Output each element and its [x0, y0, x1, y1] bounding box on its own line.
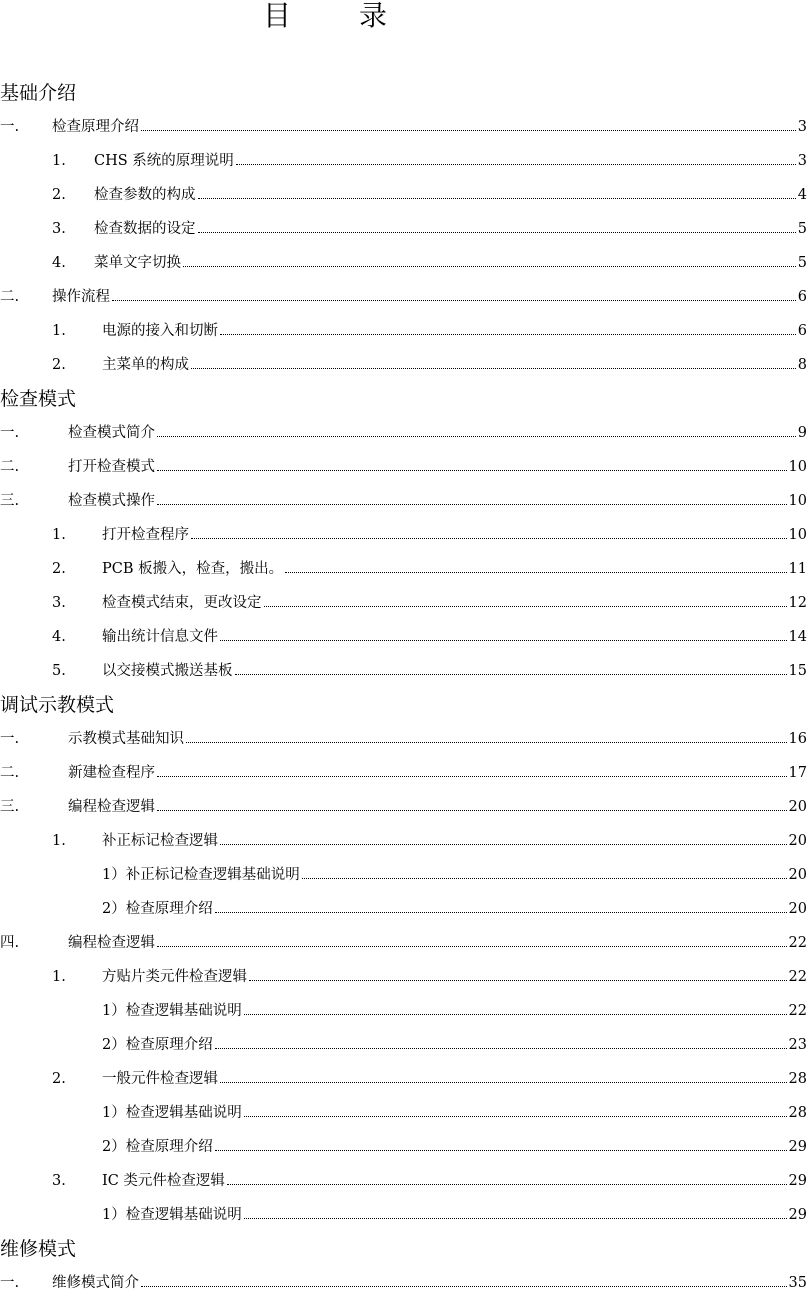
- toc-entry-page-number: 17: [788, 765, 807, 781]
- toc-entry-page-number: 22: [788, 1003, 807, 1019]
- toc-entry-title: 2）检查原理介绍: [102, 1037, 213, 1053]
- toc-dot-leader: [249, 980, 787, 981]
- toc-entry-title: 检查参数的构成: [94, 187, 196, 203]
- toc-entry[interactable]: [0, 350, 807, 384]
- toc-entry-page-number: 29: [788, 1139, 807, 1155]
- toc-entry-number: 三.: [0, 493, 20, 509]
- toc-dot-leader: [220, 844, 787, 845]
- toc-entry[interactable]: [0, 520, 807, 554]
- toc-dot-leader: [220, 640, 787, 641]
- toc-entry-title: 操作流程: [52, 289, 110, 305]
- toc-entry-page-number: 28: [788, 1105, 807, 1121]
- toc-entry-page-number: 3: [797, 153, 807, 169]
- toc-dot-leader: [186, 742, 787, 743]
- toc-entry-title: 示教模式基础知识: [68, 731, 184, 747]
- toc-section-heading: 调试示教模式: [0, 694, 115, 716]
- toc-entry-page-number: 22: [788, 935, 807, 951]
- toc-entry-title: 2）检查原理介绍: [102, 901, 213, 917]
- toc-entry-page-number: 8: [797, 357, 807, 373]
- toc-entry-title: PCB 板搬入，检查，搬出。: [102, 561, 284, 577]
- toc-entry-title: 1）检查逻辑基础说明: [102, 1207, 242, 1223]
- toc-dot-leader: [220, 1082, 787, 1083]
- toc-entry[interactable]: [0, 758, 807, 792]
- toc-entry-number: 5.: [52, 663, 66, 679]
- toc-entry-number: 4.: [52, 255, 66, 271]
- toc-entry-page-number: 35: [788, 1275, 807, 1291]
- toc-entry-title: 以交接模式搬送基板: [102, 663, 233, 679]
- toc-entry-page-number: 23: [788, 1037, 807, 1053]
- toc-dot-leader: [244, 1218, 787, 1219]
- toc-dot-leader: [198, 232, 796, 233]
- toc-entry[interactable]: [0, 1098, 807, 1132]
- toc-entry[interactable]: [0, 792, 807, 826]
- toc-entry-title: 电源的接入和切断: [102, 323, 218, 339]
- toc-entry-page-number: 29: [788, 1207, 807, 1223]
- toc-entry[interactable]: [0, 1030, 807, 1064]
- toc-dot-leader: [191, 368, 796, 369]
- toc-dot-leader: [198, 198, 796, 199]
- toc-entry-number: 3.: [52, 1173, 66, 1189]
- toc-entry-number: 二.: [0, 459, 20, 475]
- toc-dot-leader: [285, 572, 786, 573]
- toc-dot-leader: [236, 164, 796, 165]
- toc-entry[interactable]: [0, 588, 807, 622]
- toc-entry-page-number: 9: [797, 425, 807, 441]
- toc-entry[interactable]: [0, 1268, 807, 1302]
- toc-dot-leader: [302, 878, 787, 879]
- toc-dot-leader: [220, 334, 796, 335]
- toc-entry-number: 2.: [52, 357, 66, 373]
- toc-dot-leader: [157, 470, 787, 471]
- toc-entry[interactable]: [0, 860, 807, 894]
- toc-entry-page-number: 10: [788, 527, 807, 543]
- toc-entry-page-number: 20: [788, 867, 807, 883]
- toc-entry[interactable]: [0, 1064, 807, 1098]
- toc-entry-page-number: 22: [788, 969, 807, 985]
- toc-entry-title: 编程检查逻辑: [68, 799, 155, 815]
- page-title: 目 录: [262, 0, 407, 32]
- toc-entry[interactable]: [0, 1200, 807, 1234]
- toc-entry[interactable]: [0, 928, 807, 962]
- toc-entry-title: CHS 系统的原理说明: [94, 153, 234, 169]
- toc-dot-leader: [215, 1150, 787, 1151]
- toc-entry-page-number: 14: [788, 629, 807, 645]
- toc-entry-number: 2.: [52, 187, 66, 203]
- toc-entry-title: 检查模式简介: [68, 425, 155, 441]
- toc-entry-number: 一.: [0, 1275, 20, 1291]
- toc-entry[interactable]: [0, 622, 807, 656]
- toc-section-heading: 维修模式: [0, 1238, 77, 1260]
- toc-entry-number: 1.: [52, 153, 66, 169]
- toc-entry-page-number: 15: [788, 663, 807, 679]
- toc-entry-page-number: 4: [797, 187, 807, 203]
- toc-entry-title: 检查原理介绍: [52, 119, 139, 135]
- toc-entry-page-number: 5: [797, 221, 807, 237]
- toc-entry-number: 4.: [52, 629, 66, 645]
- toc-entry-page-number: 20: [788, 833, 807, 849]
- toc-entry-page-number: 5: [797, 255, 807, 271]
- toc-entry-title: 主菜单的构成: [102, 357, 189, 373]
- table-of-contents: [0, 78, 807, 1302]
- toc-dot-leader: [141, 1286, 787, 1287]
- toc-entry-title: 检查数据的设定: [94, 221, 196, 237]
- toc-entry-title: 维修模式简介: [52, 1275, 139, 1291]
- toc-entry-page-number: 11: [788, 561, 807, 577]
- toc-entry-title: 编程检查逻辑: [68, 935, 155, 951]
- toc-entry-title: 新建检查程序: [68, 765, 155, 781]
- toc-dot-leader: [157, 504, 787, 505]
- toc-entry-number: 二.: [0, 765, 20, 781]
- toc-entry[interactable]: [0, 452, 807, 486]
- toc-entry-page-number: 12: [788, 595, 807, 611]
- toc-dot-leader: [157, 810, 787, 811]
- toc-dot-leader: [183, 266, 796, 267]
- toc-entry-title: 一般元件检查逻辑: [102, 1071, 218, 1087]
- toc-dot-leader: [157, 776, 787, 777]
- toc-entry[interactable]: [0, 996, 807, 1030]
- toc-entry[interactable]: [0, 180, 807, 214]
- toc-entry-number: 2.: [52, 1071, 66, 1087]
- toc-entry-page-number: 10: [788, 493, 807, 509]
- toc-entry[interactable]: [0, 112, 807, 146]
- toc-entry-page-number: 16: [788, 731, 807, 747]
- toc-entry-title: 1）补正标记检查逻辑基础说明: [102, 867, 300, 883]
- toc-entry[interactable]: [0, 146, 807, 180]
- toc-entry-page-number: 6: [797, 289, 807, 305]
- toc-entry-page-number: 20: [788, 901, 807, 917]
- toc-dot-leader: [157, 946, 787, 947]
- toc-entry-title: 方贴片类元件检查逻辑: [102, 969, 247, 985]
- toc-entry-title: 输出统计信息文件: [102, 629, 218, 645]
- toc-entry[interactable]: [0, 656, 807, 690]
- toc-entry-title: 1）检查逻辑基础说明: [102, 1003, 242, 1019]
- toc-entry-number: 一.: [0, 731, 20, 747]
- toc-dot-leader: [235, 674, 787, 675]
- toc-entry[interactable]: [0, 826, 807, 860]
- toc-entry-number: 三.: [0, 799, 20, 815]
- toc-entry-page-number: 6: [797, 323, 807, 339]
- toc-dot-leader: [264, 606, 787, 607]
- toc-entry-title: 菜单文字切换: [94, 255, 181, 271]
- toc-entry[interactable]: [0, 724, 807, 758]
- toc-section-heading: 基础介绍: [0, 82, 77, 104]
- toc-dot-leader: [227, 1184, 787, 1185]
- toc-entry-title: 打开检查程序: [102, 527, 189, 543]
- toc-entry[interactable]: [0, 248, 807, 282]
- toc-entry-page-number: 20: [788, 799, 807, 815]
- toc-entry-number: 二.: [0, 289, 20, 305]
- toc-entry[interactable]: [0, 962, 807, 996]
- toc-entry-number: 1.: [52, 323, 66, 339]
- toc-entry[interactable]: [0, 214, 807, 248]
- toc-entry[interactable]: [0, 486, 807, 520]
- toc-dot-leader: [112, 300, 796, 301]
- toc-entry-number: 3.: [52, 595, 66, 611]
- toc-entry[interactable]: [0, 554, 807, 588]
- toc-entry-page-number: 10: [788, 459, 807, 475]
- toc-entry-title: 2）检查原理介绍: [102, 1139, 213, 1155]
- toc-entry-page-number: 28: [788, 1071, 807, 1087]
- toc-entry[interactable]: [0, 282, 807, 316]
- toc-dot-leader: [244, 1116, 787, 1117]
- toc-dot-leader: [215, 1048, 787, 1049]
- toc-entry-title: 1）检查逻辑基础说明: [102, 1105, 242, 1121]
- toc-entry[interactable]: [0, 316, 807, 350]
- toc-entry-title: 补正标记检查逻辑: [102, 833, 218, 849]
- toc-entry-number: 一.: [0, 425, 20, 441]
- toc-entry-title: 打开检查模式: [68, 459, 155, 475]
- toc-entry-page-number: 3: [797, 119, 807, 135]
- toc-entry-page-number: 29: [788, 1173, 807, 1189]
- toc-dot-leader: [215, 912, 787, 913]
- toc-entry-number: 1.: [52, 833, 66, 849]
- toc-dot-leader: [191, 538, 787, 539]
- toc-dot-leader: [141, 130, 796, 131]
- toc-entry-number: 2.: [52, 561, 66, 577]
- toc-entry-number: 四.: [0, 935, 20, 951]
- toc-entry[interactable]: [0, 1166, 807, 1200]
- toc-entry-number: 1.: [52, 527, 66, 543]
- toc-entry-number: 1.: [52, 969, 66, 985]
- toc-entry-title: 检查模式操作: [68, 493, 155, 509]
- toc-entry-number: 3.: [52, 221, 66, 237]
- toc-dot-leader: [157, 436, 796, 437]
- toc-entry-number: 一.: [0, 119, 20, 135]
- toc-entry[interactable]: [0, 418, 807, 452]
- toc-dot-leader: [244, 1014, 787, 1015]
- toc-section-heading: 检查模式: [0, 388, 77, 410]
- toc-entry[interactable]: [0, 894, 807, 928]
- toc-entry-title: 检查模式结束，更改设定: [102, 595, 262, 611]
- toc-entry-title: IC 类元件检查逻辑: [102, 1173, 225, 1189]
- toc-entry[interactable]: [0, 1132, 807, 1166]
